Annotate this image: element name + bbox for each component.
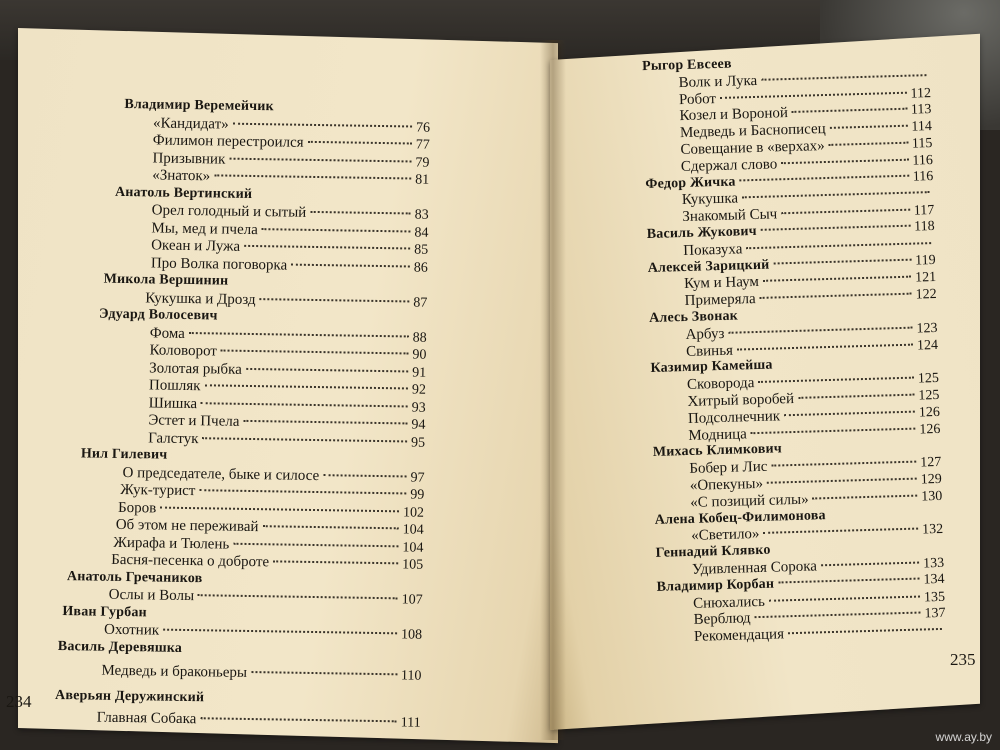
- page-number: 126: [919, 421, 941, 438]
- right-page-number: 235: [950, 650, 976, 669]
- entry-title: Медведь и Баснописец: [679, 121, 826, 142]
- author-name: Владимир Веремейчик: [124, 96, 274, 115]
- entry-title: О председателе, быке и силосе: [122, 464, 320, 484]
- entry-title: Робот: [678, 90, 717, 108]
- leader-dots: [740, 174, 909, 181]
- entry-title: Коловорот: [149, 342, 218, 360]
- leader-dots: [813, 494, 918, 499]
- toc-author: [58, 639, 182, 655]
- entry-title: Козел и Вороной: [679, 105, 789, 125]
- page-number: 81: [415, 172, 430, 188]
- page-number: 135: [923, 589, 946, 606]
- page-number: 86: [413, 260, 428, 276]
- leader-dots: [821, 562, 919, 567]
- author-name: Алексей Зарицкий: [647, 257, 770, 276]
- entry-title: Золотая рыбка: [149, 359, 242, 378]
- page-number: 108: [400, 627, 423, 643]
- leader-dots: [203, 437, 408, 442]
- entry-title: Хитрый воробей: [687, 390, 795, 410]
- page-number: 133: [922, 555, 945, 572]
- page-number: 122: [915, 287, 937, 303]
- page-number: 84: [414, 225, 429, 241]
- page-number: 113: [910, 102, 932, 118]
- leader-dots: [751, 427, 916, 434]
- toc-author: [62, 605, 147, 620]
- entry-title: «С позиций силы»: [690, 491, 809, 511]
- page-number: 121: [914, 270, 937, 286]
- entry-title: Ослы и Волы: [108, 586, 195, 605]
- leader-dots: [829, 142, 908, 146]
- leader-dots: [233, 542, 398, 547]
- leader-dots: [201, 402, 408, 407]
- leader-dots: [310, 211, 410, 215]
- author-name: Василь Деревяшка: [57, 638, 183, 656]
- watermark: www.ay.by: [935, 730, 992, 744]
- entry-title: Знакомый Сыч: [682, 206, 778, 226]
- entry-title: Жирафа и Тюлень: [113, 534, 230, 553]
- entry-title: Орел голодный и сытый: [151, 202, 307, 221]
- leader-dots: [778, 577, 919, 583]
- page-number: 124: [916, 337, 939, 354]
- toc-author: [649, 310, 738, 326]
- page-number: 117: [913, 203, 935, 219]
- leader-dots: [262, 228, 411, 232]
- leader-dots: [742, 192, 930, 199]
- entry-title: «Знаток»: [152, 167, 211, 185]
- entry-title: Показуха: [683, 241, 743, 259]
- leader-dots: [746, 242, 931, 249]
- leader-dots: [262, 525, 398, 529]
- page-number: 116: [912, 152, 934, 169]
- leader-dots: [221, 350, 409, 355]
- leader-dots: [214, 174, 411, 179]
- leader-dots: [781, 158, 908, 164]
- entry-title: Об этом не переживай: [115, 516, 259, 536]
- page-number: 114: [911, 119, 933, 135]
- entry-title: «Кандидат»: [152, 114, 229, 133]
- entry-title: Кукушка: [681, 190, 739, 209]
- page-number: 107: [401, 592, 423, 608]
- page-number: 125: [918, 387, 940, 404]
- author-name: Микола Вершинин: [103, 271, 229, 289]
- toc-author: [55, 688, 204, 704]
- page-number: 87: [413, 295, 428, 311]
- page-number: 90: [412, 347, 427, 363]
- leader-dots: [767, 478, 917, 484]
- entry-title: Снюхались: [692, 593, 766, 612]
- toc-author: [99, 308, 218, 324]
- entry-title: Кум и Наум: [683, 274, 760, 293]
- page-number: 119: [914, 252, 936, 269]
- leader-dots: [308, 141, 412, 145]
- leader-dots: [798, 394, 914, 399]
- entry-title: Пошляк: [148, 377, 201, 395]
- author-name: Анатоль Вертинский: [114, 184, 253, 202]
- entry-title: Жук-турист: [120, 481, 196, 500]
- entry-title: Подсолнечник: [687, 408, 781, 427]
- leader-dots: [758, 377, 914, 383]
- entry-title: Примеряла: [684, 291, 756, 310]
- book-gutter: [540, 40, 566, 740]
- page-number: 110: [400, 668, 422, 684]
- leader-dots: [781, 209, 910, 215]
- entry-title: Шишка: [148, 394, 198, 412]
- toc-author: [104, 273, 229, 289]
- entry-title: Сковорода: [686, 375, 755, 394]
- leader-dots: [198, 594, 398, 599]
- page-number: 129: [920, 471, 942, 488]
- leader-dots: [291, 263, 410, 267]
- entry-title: Медведь и браконьеры: [101, 662, 248, 681]
- leader-dots: [773, 258, 911, 264]
- author-name: Василь Жукович: [646, 223, 757, 243]
- leader-dots: [200, 717, 396, 722]
- entry-title: Верблюд: [693, 610, 751, 629]
- author-name: Алена Кобец-Филимонова: [654, 507, 826, 528]
- leader-dots: [163, 629, 397, 635]
- page-number: 92: [411, 382, 427, 398]
- leader-dots: [189, 332, 409, 337]
- leader-dots: [720, 91, 907, 98]
- leader-dots: [244, 245, 410, 250]
- entry-title: Фома: [149, 324, 186, 342]
- page-number: 115: [911, 136, 933, 152]
- author-name: Анатоль Гречаников: [66, 568, 203, 586]
- page-number: 97: [410, 470, 425, 486]
- leader-dots: [251, 671, 397, 675]
- leader-dots: [763, 528, 918, 534]
- page-number: 105: [402, 557, 424, 573]
- leader-dots: [243, 420, 407, 425]
- author-name: Рыгор Евсеев: [641, 56, 732, 75]
- leader-dots: [246, 367, 408, 372]
- leader-dots: [273, 560, 398, 564]
- author-name: Эдуард Волосевич: [98, 306, 218, 324]
- entry-title: Арбуз: [685, 325, 725, 343]
- entry-title: Басня-песенка о доброте: [111, 551, 270, 571]
- entry-title: Про Волка поговорка: [150, 254, 288, 274]
- author-name: Алесь Звонак: [648, 308, 739, 326]
- author-name: Аверьян Деружинский: [54, 687, 205, 705]
- page-number: 132: [921, 522, 944, 538]
- leader-dots: [771, 461, 916, 467]
- entry-title: Филимон перестроился: [152, 132, 304, 151]
- entry-title: Боров: [117, 499, 157, 517]
- entry-title: Охотник: [103, 621, 160, 639]
- leader-dots: [761, 225, 910, 231]
- page-number: 93: [411, 400, 426, 416]
- page-number: 76: [415, 120, 431, 136]
- author-name: Нил Гилевич: [80, 446, 168, 463]
- leader-dots: [763, 276, 911, 282]
- entry-title: Совещание в «верхах»: [680, 138, 825, 159]
- author-name: Михась Климкович: [652, 441, 783, 461]
- toc-author: [67, 570, 203, 586]
- leader-dots: [233, 122, 412, 127]
- author-name: Геннадий Клявко: [655, 542, 771, 562]
- toc-author: [124, 98, 274, 114]
- entry-title: Океан и Лужа: [151, 237, 241, 255]
- toc-author: [115, 185, 252, 201]
- author-name: Владимир Корбан: [656, 576, 775, 595]
- leader-dots: [830, 125, 908, 129]
- entry-title: Призывник: [152, 149, 226, 168]
- page-number: 95: [410, 435, 426, 451]
- page-number: 99: [410, 487, 425, 503]
- author-name: Казимир Камейша: [650, 357, 773, 377]
- entry-title: Бобер и Лис: [689, 458, 768, 478]
- leader-dots: [160, 506, 399, 512]
- entry-title: Волк и Лука: [678, 72, 758, 91]
- page-number: 130: [921, 488, 943, 505]
- leader-dots: [754, 612, 920, 619]
- leader-dots: [788, 628, 942, 634]
- page-number: 116: [912, 168, 934, 185]
- page-number: 104: [402, 522, 424, 538]
- entry-title: Кукушка и Дрозд: [145, 289, 256, 308]
- leader-dots: [792, 108, 907, 113]
- leader-dots: [199, 489, 406, 494]
- leader-dots: [761, 74, 926, 81]
- toc-author: [642, 58, 732, 74]
- page-number: 83: [414, 207, 429, 223]
- entry-title: Мы, мед и пчела: [151, 219, 258, 238]
- author-name: Федор Жичка: [645, 174, 736, 192]
- author-name: Иван Гурбан: [62, 603, 147, 620]
- entry-title: Эстет и Пчела: [148, 412, 240, 430]
- page-number: 123: [916, 320, 938, 337]
- leader-dots: [728, 326, 912, 333]
- entry-title: Свинья: [685, 342, 734, 360]
- page-number: 126: [918, 404, 941, 421]
- page-number: 111: [400, 715, 421, 731]
- left-page-number: 234: [6, 692, 32, 711]
- entry-title: «Светило»: [691, 526, 760, 545]
- page-number: 88: [412, 330, 427, 346]
- entry-title: Галстук: [148, 429, 199, 447]
- page-number: 104: [402, 539, 424, 556]
- toc-author: [81, 447, 168, 462]
- page-number: 127: [920, 455, 942, 471]
- leader-dots: [784, 410, 915, 416]
- page-number: 112: [910, 85, 932, 102]
- entry-title: «Опекуны»: [689, 475, 764, 494]
- entry-title: Главная Собака: [96, 709, 197, 728]
- entry-title: Сдержал слово: [680, 156, 778, 175]
- entry-title: Модница: [688, 425, 748, 444]
- leader-dots: [737, 343, 913, 350]
- page-number: 125: [917, 371, 940, 387]
- page-number: 118: [914, 218, 935, 235]
- leader-dots: [260, 298, 410, 302]
- page-number: 91: [412, 365, 427, 381]
- entry-title: Удивленная Сорока: [691, 558, 818, 578]
- page-number: 102: [402, 504, 425, 521]
- page-number: 77: [415, 137, 430, 153]
- page-number: 134: [923, 571, 945, 588]
- entry-title: Рекомендация: [693, 626, 785, 646]
- leader-dots: [323, 474, 406, 477]
- leader-dots: [760, 293, 912, 299]
- leader-dots: [769, 595, 920, 601]
- leader-dots: [205, 384, 408, 389]
- page-number: 79: [415, 155, 430, 171]
- leader-dots: [229, 157, 411, 162]
- page-number: 94: [411, 417, 426, 433]
- page-number: 137: [924, 606, 946, 622]
- page-number: 85: [414, 242, 429, 258]
